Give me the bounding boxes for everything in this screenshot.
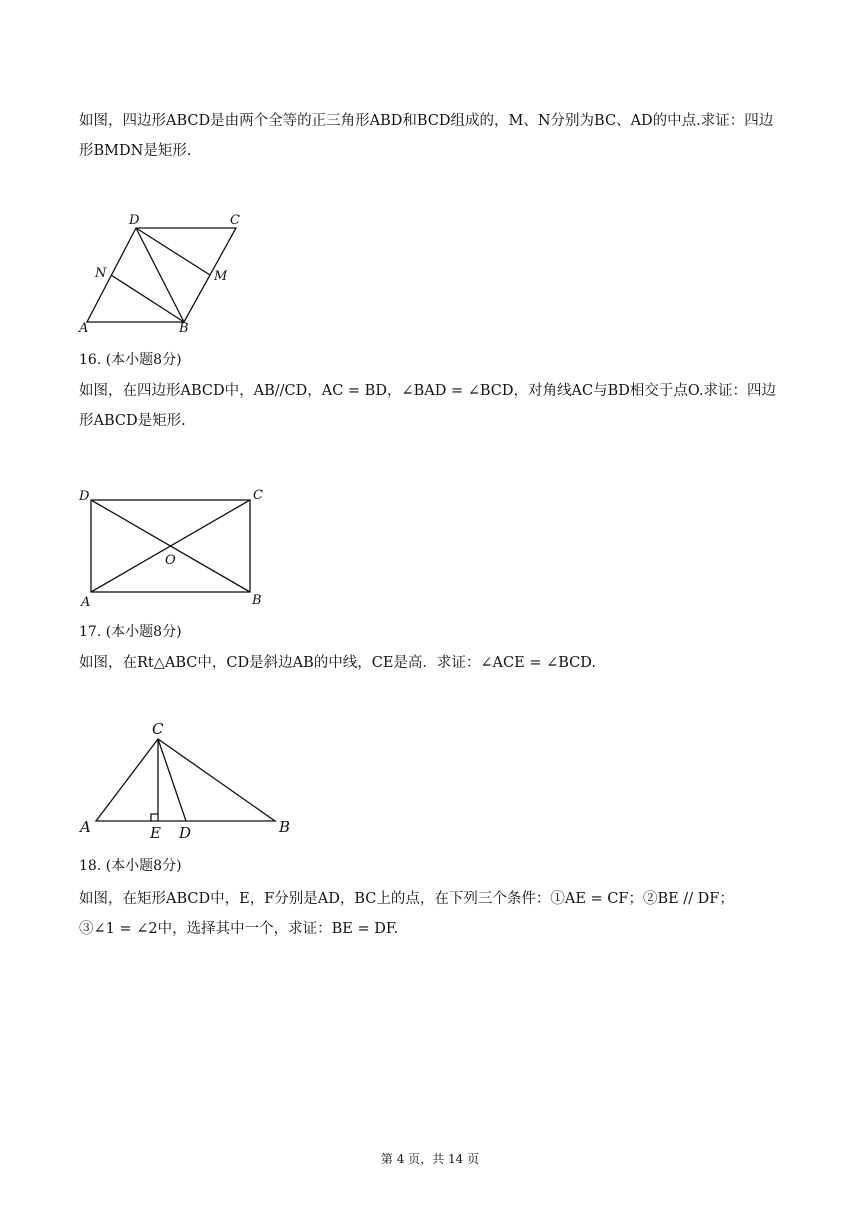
median-cd xyxy=(158,739,186,821)
label-o: O xyxy=(165,553,176,568)
figure-16-rectangle xyxy=(74,484,274,608)
segment-bn xyxy=(111,275,184,322)
triangle-abc xyxy=(96,739,275,821)
label-a: A xyxy=(79,321,89,336)
problem-18-text: 如图，在矩形ABCD中，E，F分别是AD，BC上的点，在下列三个条件：①AE = CF；②BE // DF；③∠1 = ∠2中，选择其中一个，求证：BE = DF. xyxy=(79,891,734,937)
problem-18-header: 18. (本小题8分) xyxy=(79,858,182,874)
label-d: D xyxy=(79,489,90,504)
page-footer: 第 4 页，共 14 页 xyxy=(380,1152,480,1166)
label-b: B xyxy=(252,593,262,608)
label-c: C xyxy=(253,488,263,503)
segment-dm xyxy=(136,228,210,275)
problem-17-text: 如图，在Rt△ABC中，CD是斜边AB的中线，CE是高．求证：∠ACE = ∠BCD. xyxy=(79,655,596,671)
label-c: C xyxy=(230,213,240,228)
figure-15-parallelogram xyxy=(74,208,254,336)
label-e: E xyxy=(150,824,161,842)
label-d: D xyxy=(179,824,192,842)
label-n: N xyxy=(95,266,107,281)
figure-17-right-triangle xyxy=(74,714,304,844)
label-d: D xyxy=(129,213,140,228)
problem-17-header: 17. (本小题8分) xyxy=(79,624,182,640)
label-m: M xyxy=(214,269,228,284)
problem-15-text: 如图，四边形ABCD是由两个全等的正三角形ABD和BCD组成的，M、N分别为BC、AD的中点.求证：四边形BMDN是矩形. xyxy=(79,113,774,159)
right-angle-mark xyxy=(151,814,158,821)
label-b: B xyxy=(179,321,189,336)
label-a: A xyxy=(80,818,91,836)
diagonal-bd xyxy=(136,228,184,322)
label-c: C xyxy=(152,720,164,738)
problem-16-header: 16. (本小题8分) xyxy=(79,352,182,368)
problem-16-text: 如图，在四边形ABCD中，AB//CD，AC = BD，∠BAD = ∠BCD，对角线AC与BD相交于点O.求证：四边形ABCD是矩形. xyxy=(79,383,777,429)
label-b: B xyxy=(279,818,291,836)
label-a: A xyxy=(81,595,91,608)
